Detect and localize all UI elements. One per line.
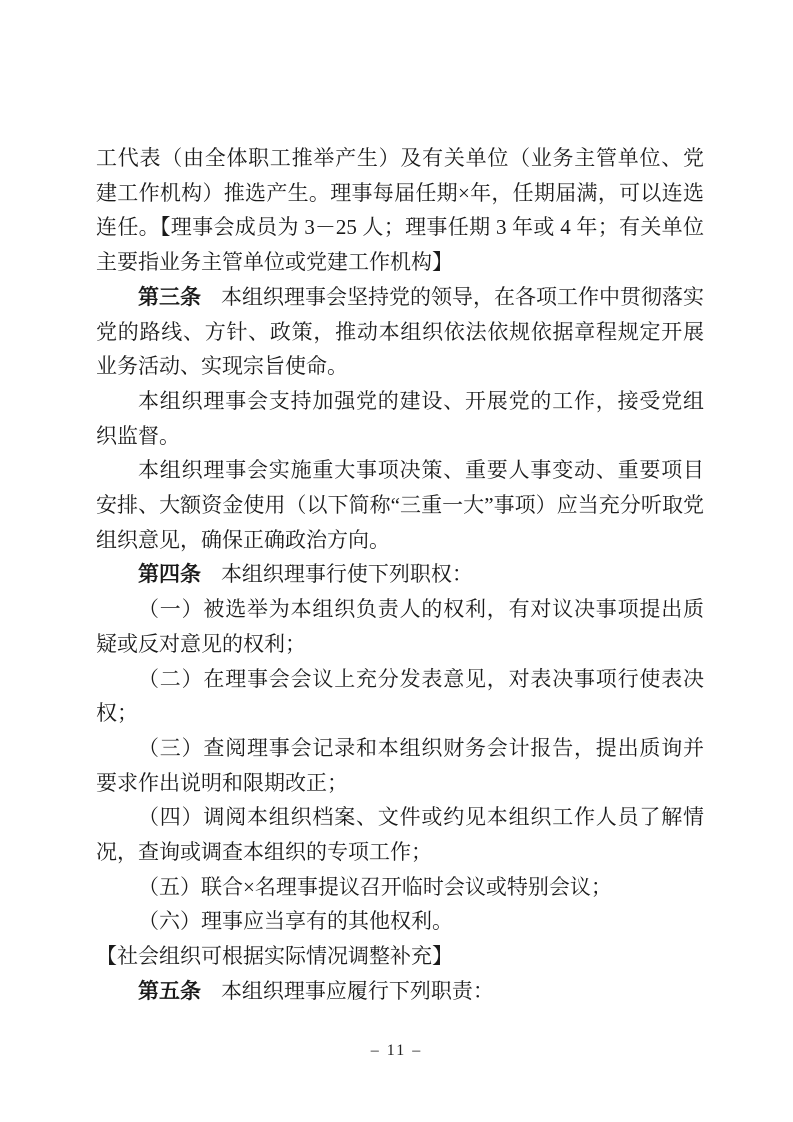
paragraph [96,731,704,800]
paragraph [96,800,704,869]
paragraph-text: （一）被选举为本组织负责人的权利，有对议决事项提出质疑或反对意见的权利； [96,597,704,656]
paragraph [96,384,704,453]
paragraph [96,662,704,731]
paragraph-text: 本组织理事会实施重大事项决策、重要人事变动、重要项目安排、大额资金使用（以下简称“三重一大”事项）应当充分听取党组织意见，确保正确政治方向。 [96,458,704,552]
article-paragraph [96,557,704,592]
paragraph-text: 工代表（由全体职工推举产生）及有关单位（业务主管单位、党建工作机构）推选产生。理事每届任期×年，任期届满，可以连选连任。【理事会成员为 3－25 人；理事任期 3 年或 4 年；有关单位主要指业务主管单位或党建工作机构】 [96,146,704,275]
paragraph-text: （五）联合×名理事提议召开临时会议或特别会议； [138,874,612,899]
paragraph [96,141,704,280]
paragraph-text: 本组织理事行使下列职权： [220,562,473,587]
article-label: 第五条 [138,978,201,1003]
document-body [96,141,704,1009]
paragraph-text: 本组织理事应履行下列职责： [220,978,494,1003]
paragraph [96,870,704,905]
article-label: 第三条 [138,284,202,309]
paragraph-text: 【社会组织可根据实际情况调整补充】 [96,944,453,969]
paragraph-text: （六）理事应当享有的其他权利。 [138,909,453,934]
paragraph-text: （三）查阅理事会记录和本组织财务会计报告，提出质询并要求作出说明和限期改正； [96,735,704,795]
paragraph-text: 本组织理事会支持加强党的建设、开展党的工作，接受党组织监督。 [96,388,704,448]
paragraph [96,453,704,557]
paragraph [96,904,704,939]
paragraph [96,939,704,974]
article-paragraph [96,974,704,1009]
paragraph [96,592,704,661]
article-label: 第四条 [138,562,201,587]
article-paragraph [96,280,704,384]
paragraph-text: 本组织理事会坚持党的领导，在各项工作中贯彻落实党的路线、方针、政策，推动本组织依法依规依据章程规定开展业务活动、实现宗旨使命。 [96,284,705,379]
page-number: – 11 – [370,1042,423,1059]
paragraph-text: （二）在理事会会议上充分发表意见，对表决事项行使表决权； [96,666,704,726]
paragraph-text: （四）调阅本组织档案、文件或约见本组织工作人员了解情况，查询或调查本组织的专项工作； [96,805,704,865]
